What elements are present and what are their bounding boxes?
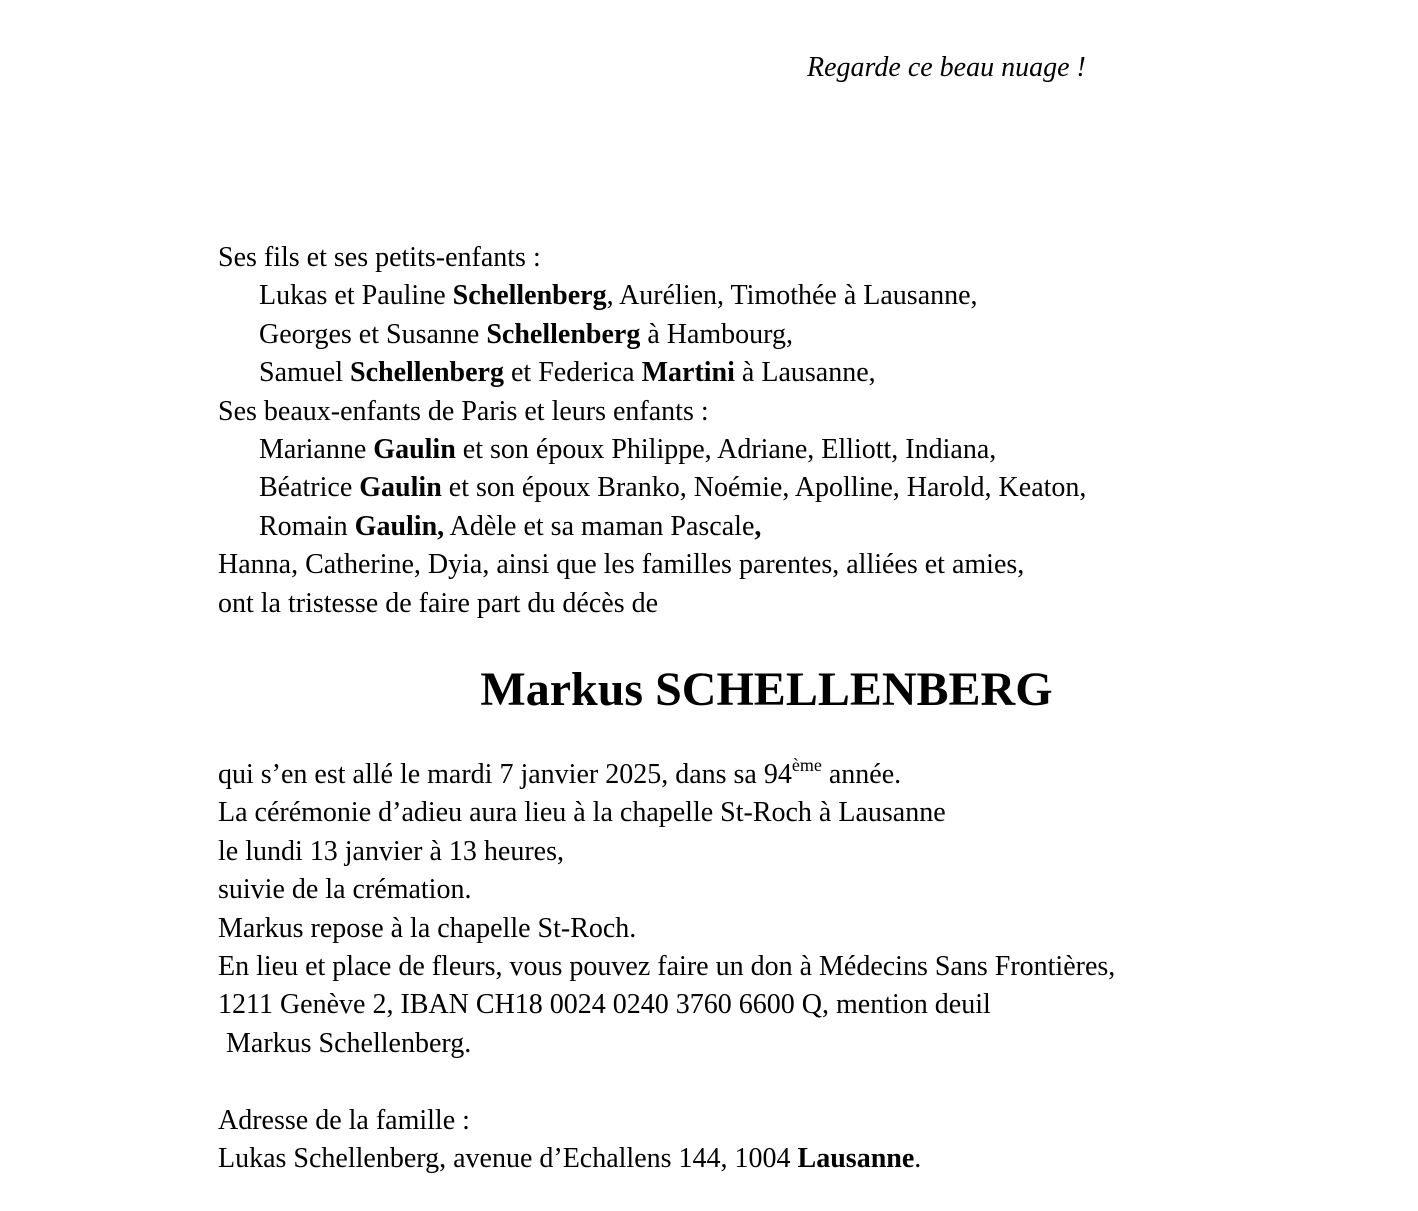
cremation-line: suivie de la crémation. <box>218 874 472 906</box>
sons-intro: Ses fils et ses petits-enfants : <box>218 242 541 273</box>
deceased-name: Markus SCHELLENBERG <box>480 663 1053 716</box>
family-line-sons-1: Lukas et Pauline Schellenberg, Aurélien, Timothée à Lausanne, <box>259 280 978 312</box>
family-surname: Gaulin <box>359 472 442 504</box>
family-line-step-2: Béatrice Gaulin et son époux Branko, Noémie, Apolline, Harold, Keaton, <box>259 472 1087 504</box>
address-line: Lukas Schellenberg, avenue d’Echallens 144, 1004 Lausanne. <box>218 1143 922 1175</box>
ceremony-line: La cérémonie d’adieu aura lieu à la chapelle St-Roch à Lausanne <box>218 797 946 829</box>
family-line-step-1: Marianne Gaulin et son époux Philippe, Adriane, Elliott, Indiana, <box>259 433 997 465</box>
family-surname: Gaulin <box>373 433 456 465</box>
address-section <box>218 1102 921 1179</box>
donation-line-3: Markus Schellenberg. <box>226 1027 472 1059</box>
family-surname: Martini <box>641 357 735 389</box>
death-line: qui s’en est allé le mardi 7 janvier 2025, dans sa 94ème année. <box>218 754 902 790</box>
donation-line-2: 1211 Genève 2, IBAN CH18 0024 0240 3760 6600 Q, mention deuil <box>218 989 991 1021</box>
family-surname: Schellenberg <box>486 318 641 350</box>
epigraph: Regarde ce beau nuage ! <box>807 52 1086 83</box>
donation-line-1: En lieu et place de fleurs, vous pouvez faire un don à Médecins Sans Frontières, <box>218 950 1116 982</box>
family-surname: Schellenberg <box>452 280 607 312</box>
family-surname: Schellenberg <box>350 357 504 389</box>
family-surname: Gaulin, <box>354 510 445 542</box>
others-line: Hanna, Catherine, Dyia, ainsi que les familles parentes, alliées et amies, <box>218 549 1025 581</box>
family-section <box>218 239 1086 623</box>
family-line-sons-3: Samuel Schellenberg et Federica Martini à Lausanne, <box>259 357 876 389</box>
address-city: Lausanne <box>797 1143 915 1175</box>
family-line-sons-2: Georges et Susanne Schellenberg à Hambourg, <box>259 318 794 350</box>
rest-line: Markus repose à la chapelle St-Roch. <box>218 912 637 944</box>
ceremony-date-line: le lundi 13 janvier à 13 heures, <box>218 835 565 867</box>
announcement-line: ont la tristesse de faire part du décès de <box>218 587 659 619</box>
details-section <box>218 756 1115 1063</box>
address-label: Adresse de la famille : <box>218 1105 470 1136</box>
family-line-step-3: Romain Gaulin, Adèle et sa maman Pascale, <box>259 510 762 542</box>
stepchildren-intro: Ses beaux-enfants de Paris et leurs enfants : <box>218 395 709 427</box>
